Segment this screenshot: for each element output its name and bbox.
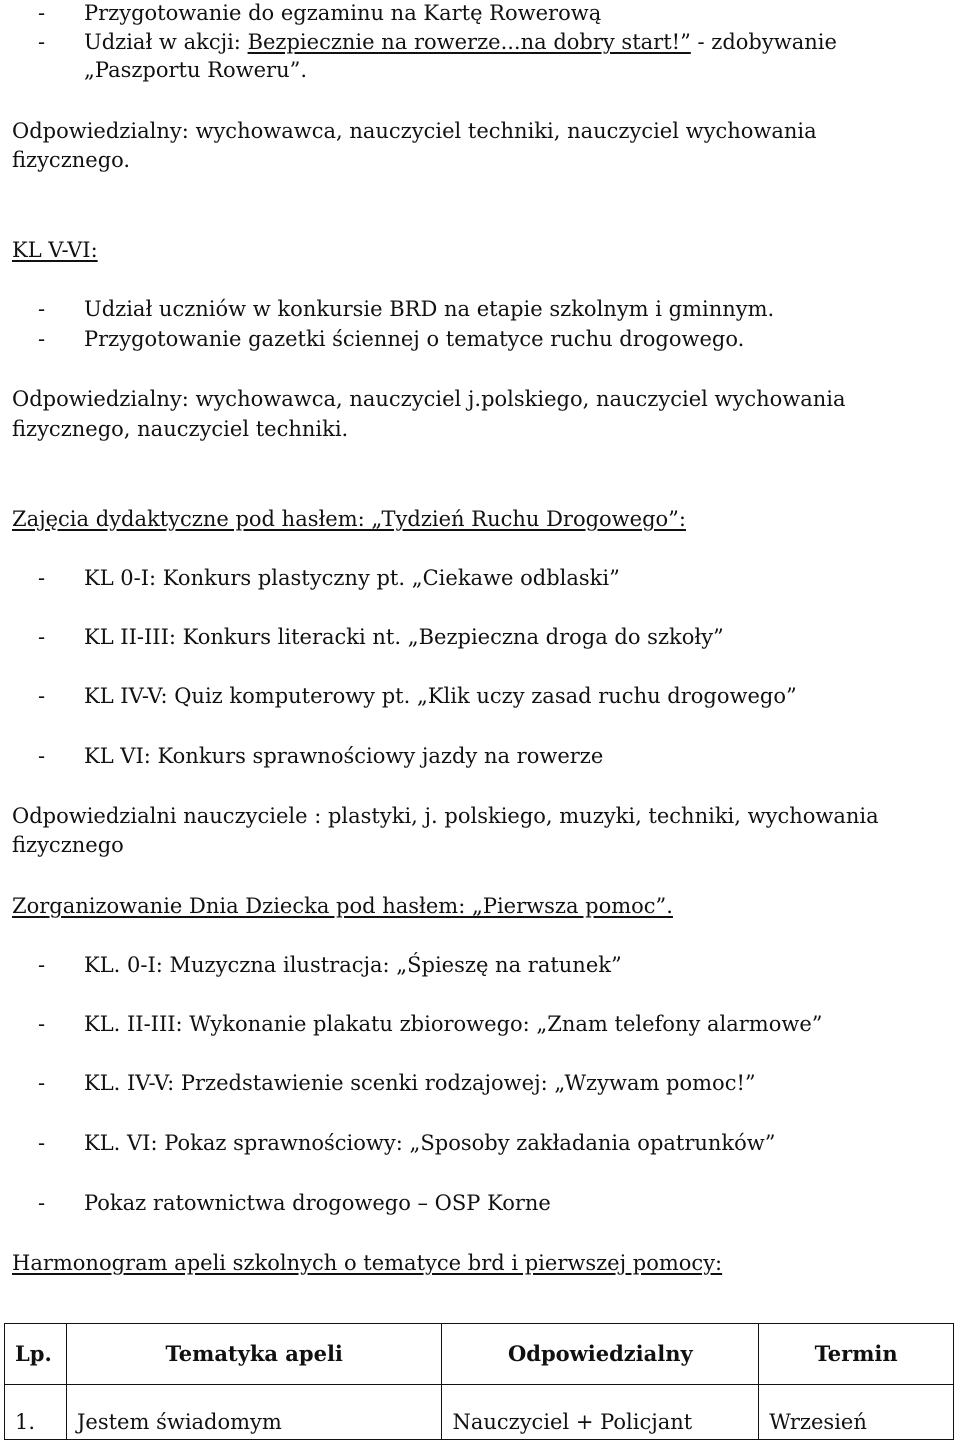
table-cell-tematyka: Jestem świadomym: [66, 1385, 441, 1440]
list-item-text: KL IV-V: Quiz komputerowy pt. „Klik uczy zasad ruchu drogowego”: [84, 684, 797, 708]
list-dash: -: [38, 1012, 46, 1036]
list-dash: -: [38, 1, 46, 25]
list-item-text: KL II-III: Konkurs literacki nt. „Bezpieczna droga do szkoły”: [84, 625, 724, 649]
list-item: [38, 681, 797, 711]
table-row: [5, 1385, 954, 1440]
responsible-text-cont: fizycznego, nauczyciel techniki.: [12, 417, 349, 441]
list-item: [38, 27, 837, 57]
section-heading: Zorganizowanie Dnia Dziecka pod hasłem: „Pierwsza pomoc”.: [12, 894, 673, 918]
list-item-continuation: „Paszportu Roweru”.: [84, 58, 308, 82]
list-item-text: KL VI: Konkurs sprawnościowy jazdy na rowerze: [84, 744, 604, 768]
action-link[interactable]: Bezpiecznie na rowerze...na dobry start!”: [247, 30, 691, 54]
list-item: [38, 741, 603, 771]
list-dash: -: [38, 953, 46, 977]
responsible-text-cont: fizycznego.: [12, 148, 131, 172]
section-heading: Zajęcia dydaktyczne pod hasłem: „Tydzień Ruchu Drogowego”:: [12, 507, 686, 531]
list-dash: -: [38, 1071, 46, 1095]
list-item: [38, 1009, 823, 1039]
list-item-prefix: Udział w akcji:: [84, 30, 248, 54]
list-item-text: Pokaz ratownictwa drogowego – OSP Korne: [84, 1191, 551, 1215]
table-header-row: [5, 1324, 954, 1385]
harmonogram-table: [4, 1323, 954, 1440]
list-item: [38, 294, 774, 324]
list-item-suffix: - zdobywanie: [690, 30, 837, 54]
list-item: [38, 1128, 776, 1158]
list-item-text: KL. 0-I: Muzyczna ilustracja: „Śpieszę na ratunek”: [84, 953, 622, 977]
list-item-text: KL 0-I: Konkurs plastyczny pt. „Ciekawe odblaski”: [84, 566, 620, 590]
list-dash: -: [38, 1191, 46, 1215]
list-item-text: Przygotowanie do egzaminu na Kartę Rowerową: [84, 1, 602, 25]
table-cell-odpowiedzialny: Nauczyciel + Policjant: [442, 1385, 759, 1440]
list-item: [38, 1188, 551, 1218]
responsible-text-cont: fizycznego: [12, 833, 124, 857]
list-dash: -: [38, 1131, 46, 1155]
responsible-text: Odpowiedzialny: wychowawca, nauczyciel techniki, nauczyciel wychowania: [12, 119, 817, 143]
responsible-text: Odpowiedzialny: wychowawca, nauczyciel j.polskiego, nauczyciel wychowania: [12, 387, 846, 411]
list-item: [38, 324, 744, 354]
list-item-text: KL. VI: Pokaz sprawnościowy: „Sposoby zakładania opatrunków”: [84, 1131, 776, 1155]
list-item-text: KL. IV-V: Przedstawienie scenki rodzajowej: „Wzywam pomoc!”: [84, 1071, 756, 1095]
list-item: [38, 950, 622, 980]
column-header-odpowiedzialny: Odpowiedzialny: [442, 1324, 759, 1385]
table-cell-lp: 1.: [5, 1385, 67, 1440]
list-item: [38, 563, 620, 593]
list-dash: -: [38, 30, 46, 54]
column-header-termin: Termin: [759, 1324, 954, 1385]
list-dash: -: [38, 744, 46, 768]
section-heading: Harmonogram apeli szkolnych o tematyce brd i pierwszej pomocy:: [12, 1251, 723, 1275]
section-heading: KL V-VI:: [12, 238, 98, 262]
responsible-text: Odpowiedzialni nauczyciele : plastyki, j. polskiego, muzyki, techniki, wychowania: [12, 804, 879, 828]
list-item-text: Przygotowanie gazetki ściennej o tematyce ruchu drogowego.: [84, 327, 745, 351]
list-item-text: Udział uczniów w konkursie BRD na etapie szkolnym i gminnym.: [84, 297, 775, 321]
table-cell-termin: Wrzesień: [759, 1385, 954, 1440]
column-header-lp: Lp.: [5, 1324, 67, 1385]
list-item: [38, 622, 724, 652]
list-item: [38, 0, 601, 28]
list-item-text: KL. II-III: Wykonanie plakatu zbiorowego: „Znam telefony alarmowe”: [84, 1012, 823, 1036]
list-dash: -: [38, 327, 46, 351]
column-header-tematyka: Tematyka apeli: [66, 1324, 441, 1385]
list-item: [38, 1068, 756, 1098]
list-dash: -: [38, 625, 46, 649]
list-dash: -: [38, 297, 46, 321]
list-dash: -: [38, 684, 46, 708]
list-dash: -: [38, 566, 46, 590]
